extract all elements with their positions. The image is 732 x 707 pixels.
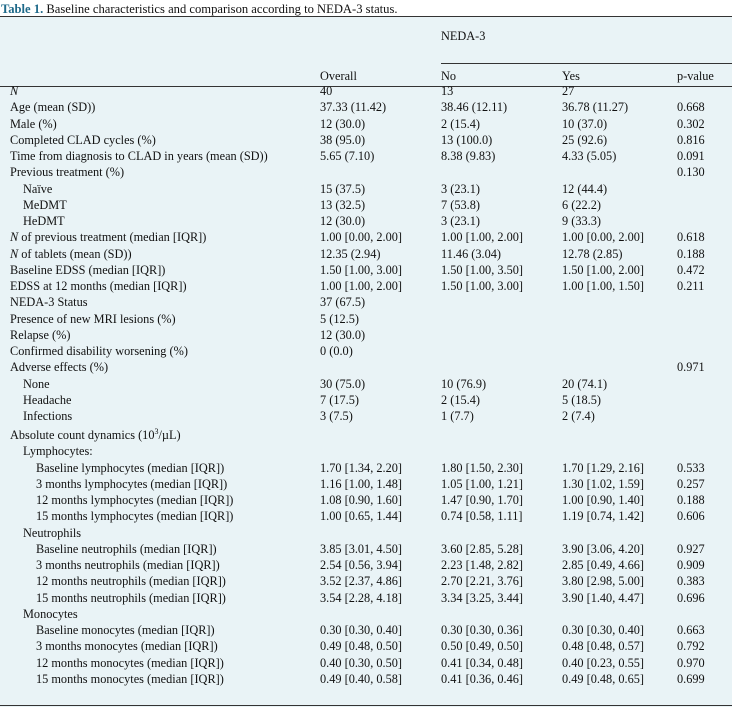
table-row — [0, 311, 732, 327]
cell-yes — [562, 525, 677, 541]
header-overall: Overall — [320, 69, 357, 83]
cell-no: 1.47 [0.90, 1.70] — [441, 493, 523, 508]
header-yes: Yes — [562, 69, 580, 83]
row-label: N of tablets (mean (SD)) — [10, 246, 132, 261]
cell-overall: 0.30 [0.30, 0.40] — [320, 623, 402, 638]
cell-yes — [562, 359, 677, 375]
cell-no: 0.30 [0.30, 0.36] — [441, 623, 523, 638]
row-label: Neutrophils — [23, 525, 82, 540]
cell-yes: 1.00 [0.00, 2.00] — [562, 230, 644, 245]
row-label: 3 months monocytes (median [IQR]) — [36, 639, 218, 654]
cell-overall: 1.00 [1.00, 2.00] — [320, 279, 402, 294]
table-row — [0, 573, 732, 589]
cell-overall — [320, 606, 441, 622]
row-label: N — [10, 84, 19, 99]
cell-pvalue: 0.618 — [677, 230, 705, 245]
table-row — [0, 99, 732, 115]
table-row — [0, 164, 732, 180]
cell-yes: 1.00 [1.00, 1.50] — [562, 279, 644, 294]
row-label: Naïve — [23, 181, 53, 196]
cell-pvalue: 0.927 — [677, 541, 705, 556]
table-row — [0, 443, 732, 459]
cell-overall — [320, 443, 441, 459]
cell-yes: 2.85 [0.49, 4.66] — [562, 558, 644, 573]
header-group-neda3: NEDA-3 — [441, 29, 486, 43]
cell-overall: 1.70 [1.34, 2.20] — [320, 460, 402, 475]
cell-overall: 5 (12.5) — [320, 311, 359, 326]
row-label: 3 months neutrophils (median [IQR]) — [36, 558, 220, 573]
row-label: 15 months monocytes (median [IQR]) — [36, 671, 224, 686]
cell-pvalue: 0.663 — [677, 623, 705, 638]
cell-no: 10 (76.9) — [441, 376, 487, 391]
cell-pvalue — [677, 213, 732, 229]
table-row — [0, 492, 732, 508]
cell-no — [441, 343, 562, 359]
table-row — [0, 246, 732, 262]
table-row — [0, 83, 732, 99]
row-label: EDSS at 12 months (median [IQR]) — [10, 279, 187, 294]
row-label: Baseline lymphocytes (median [IQR]) — [36, 460, 225, 475]
cell-no: 0.74 [0.58, 1.11] — [441, 509, 523, 524]
cell-yes — [562, 443, 677, 459]
cell-no: 1.50 [1.00, 3.50] — [441, 262, 523, 277]
cell-no — [441, 164, 562, 180]
cell-pvalue: 0.257 — [677, 476, 705, 491]
cell-pvalue: 0.699 — [677, 671, 705, 686]
cell-pvalue: 0.091 — [677, 149, 705, 164]
row-label: Confirmed disability worsening (%) — [10, 344, 188, 359]
row-label: 3 months lymphocytes (median [IQR]) — [36, 476, 228, 491]
table-row — [0, 622, 732, 638]
row-label: Relapse (%) — [10, 327, 71, 342]
cell-pvalue — [677, 311, 732, 327]
cell-pvalue — [677, 376, 732, 392]
cell-pvalue — [677, 443, 732, 459]
table-row — [0, 197, 732, 213]
cell-no: 13 — [441, 84, 454, 99]
row-label: HeDMT — [23, 214, 65, 229]
cell-yes: 3.80 [2.98, 5.00] — [562, 574, 644, 589]
table-row — [0, 408, 732, 424]
cell-no: 0.50 [0.49, 0.50] — [441, 639, 523, 654]
cell-pvalue — [677, 294, 732, 310]
cell-pvalue — [677, 343, 732, 359]
cell-no: 3.60 [2.85, 5.28] — [441, 541, 523, 556]
cell-no: 11.46 (3.04) — [441, 246, 501, 261]
row-label: Completed CLAD cycles (%) — [10, 132, 156, 147]
cell-overall: 12 (30.0) — [320, 214, 366, 229]
row-label: Headache — [23, 392, 72, 407]
cell-no: 1.50 [1.00, 3.00] — [441, 279, 523, 294]
cell-yes: 0.30 [0.30, 0.40] — [562, 623, 644, 638]
row-label: Presence of new MRI lesions (%) — [10, 311, 176, 326]
cell-pvalue: 0.816 — [677, 132, 705, 147]
row-label: Baseline monocytes (median [IQR]) — [36, 623, 215, 638]
cell-pvalue — [677, 424, 732, 443]
cell-pvalue — [677, 606, 732, 622]
cell-pvalue: 0.696 — [677, 590, 705, 605]
cell-yes: 12.78 (2.85) — [562, 246, 623, 261]
cell-yes: 25 (92.6) — [562, 132, 608, 147]
cell-no — [441, 294, 562, 310]
cell-yes — [562, 327, 677, 343]
cell-overall: 40 — [320, 84, 333, 99]
row-label: MeDMT — [23, 197, 67, 212]
cell-yes: 5 (18.5) — [562, 392, 601, 407]
cell-overall: 2.54 [0.56, 3.94] — [320, 558, 402, 573]
row-label: Baseline neutrophils (median [IQR]) — [36, 541, 217, 556]
cell-overall: 38 (95.0) — [320, 132, 366, 147]
cell-yes — [562, 424, 677, 443]
table-row — [0, 132, 732, 148]
header-pvalue: p-value — [677, 69, 714, 83]
row-label: 12 months lymphocytes (median [IQR]) — [36, 493, 234, 508]
row-label: Age (mean (SD)) — [10, 100, 96, 115]
table-caption-label: Table 1. — [1, 2, 44, 16]
cell-overall: 37.33 (11.42) — [320, 100, 387, 115]
cell-yes: 10 (37.0) — [562, 116, 608, 131]
table-row — [0, 476, 732, 492]
table-row — [0, 148, 732, 164]
cell-overall: 0 (0.0) — [320, 344, 353, 359]
row-label: NEDA-3 Status — [10, 295, 88, 310]
cell-pvalue: 0.383 — [677, 574, 705, 589]
table-row — [0, 262, 732, 278]
cell-yes — [562, 311, 677, 327]
bottom-rule — [0, 705, 732, 706]
cell-pvalue: 0.533 — [677, 460, 705, 475]
cell-overall: 1.00 [0.65, 1.44] — [320, 509, 402, 524]
table-row — [0, 229, 732, 245]
cell-pvalue: 0.970 — [677, 655, 705, 670]
cell-pvalue: 0.130 — [677, 165, 705, 180]
table-row — [0, 392, 732, 408]
cell-overall: 3.52 [2.37, 4.86] — [320, 574, 402, 589]
cell-overall — [320, 424, 441, 443]
cell-no: 13 (100.0) — [441, 132, 493, 147]
row-label: 12 months neutrophils (median [IQR]) — [36, 574, 226, 589]
cell-no: 1.05 [1.00, 1.21] — [441, 476, 523, 491]
cell-overall: 3 (7.5) — [320, 409, 353, 424]
results-table — [0, 16, 732, 707]
cell-pvalue: 0.472 — [677, 262, 705, 277]
cell-pvalue — [677, 327, 732, 343]
row-label: 15 months neutrophils (median [IQR]) — [36, 590, 226, 605]
cell-overall: 3.85 [3.01, 4.50] — [320, 541, 402, 556]
cell-no — [441, 525, 562, 541]
cell-yes: 3.90 [1.40, 4.47] — [562, 590, 644, 605]
table-row — [0, 294, 732, 310]
cell-yes — [562, 164, 677, 180]
cell-overall: 12.35 (2.94) — [320, 246, 381, 261]
cell-pvalue: 0.668 — [677, 100, 705, 115]
cell-pvalue: 0.188 — [677, 493, 705, 508]
table-row — [0, 343, 732, 359]
table-row — [0, 557, 732, 573]
cell-yes: 9 (33.3) — [562, 214, 601, 229]
cell-yes: 1.50 [1.00, 2.00] — [562, 262, 644, 277]
cell-overall: 3.54 [2.28, 4.18] — [320, 590, 402, 605]
row-label: Baseline EDSS (median [IQR]) — [10, 262, 166, 277]
cell-overall: 1.50 [1.00, 3.00] — [320, 262, 402, 277]
table-row — [0, 359, 732, 375]
cell-overall: 30 (75.0) — [320, 376, 366, 391]
row-label: N of previous treatment (median [IQR]) — [10, 230, 207, 245]
cell-pvalue — [677, 392, 732, 408]
cell-yes: 2 (7.4) — [562, 409, 595, 424]
cell-yes: 1.30 [1.02, 1.59] — [562, 476, 644, 491]
cell-overall: 0.49 [0.40, 0.58] — [320, 671, 402, 686]
cell-no — [441, 443, 562, 459]
cell-yes: 1.00 [0.90, 1.40] — [562, 493, 644, 508]
row-label: Lymphocytes: — [23, 444, 93, 459]
table-row — [0, 424, 732, 443]
cell-pvalue: 0.302 — [677, 116, 705, 131]
cell-overall — [320, 164, 441, 180]
cell-pvalue: 0.971 — [677, 360, 705, 375]
cell-overall: 12 (30.0) — [320, 116, 366, 131]
row-label: Adverse effects (%) — [10, 360, 109, 375]
cell-pvalue: 0.606 — [677, 509, 705, 524]
cell-overall: 1.00 [0.00, 2.00] — [320, 230, 402, 245]
cell-yes: 6 (22.2) — [562, 197, 601, 212]
cell-overall: 1.16 [1.00, 1.48] — [320, 476, 402, 491]
table-row — [0, 327, 732, 343]
table-row — [0, 638, 732, 654]
row-label: Previous treatment (%) — [10, 165, 125, 180]
cell-no: 2 (15.4) — [441, 116, 480, 131]
cell-overall: 13 (32.5) — [320, 197, 366, 212]
table-row — [0, 508, 732, 524]
table-row — [0, 278, 732, 294]
table-body — [0, 83, 732, 687]
cell-pvalue: 0.211 — [677, 279, 705, 294]
table-row — [0, 116, 732, 132]
cell-no: 7 (53.8) — [441, 197, 480, 212]
cell-overall: 15 (37.5) — [320, 181, 366, 196]
cell-no: 2.70 [2.21, 3.76] — [441, 574, 523, 589]
cell-no — [441, 424, 562, 443]
cell-overall: 7 (17.5) — [320, 392, 359, 407]
cell-no: 0.41 [0.34, 0.48] — [441, 655, 523, 670]
cell-no — [441, 311, 562, 327]
row-label: Absolute count dynamics $(10^3/\mu L)$ — [10, 427, 181, 443]
cell-yes: 36.78 (11.27) — [562, 100, 629, 115]
cell-pvalue: 0.909 — [677, 558, 705, 573]
row-label: 12 months monocytes (median [IQR]) — [36, 655, 224, 670]
cell-no: 2 (15.4) — [441, 392, 480, 407]
cell-pvalue — [677, 525, 732, 541]
cell-overall — [320, 525, 441, 541]
table-row — [0, 525, 732, 541]
cell-overall — [320, 359, 441, 375]
cell-overall: 12 (30.0) — [320, 327, 366, 342]
row-label: Infections — [23, 409, 73, 424]
group-rule — [441, 63, 732, 64]
cell-pvalue — [677, 408, 732, 424]
cell-yes — [562, 343, 677, 359]
cell-yes: 27 — [562, 84, 575, 99]
table-caption-text: Baseline characteristics and comparison according to NEDA-3 status. — [46, 2, 398, 16]
table-row — [0, 213, 732, 229]
row-label: None — [23, 376, 50, 391]
top-rule — [0, 16, 732, 17]
cell-yes — [562, 606, 677, 622]
cell-no: 1.80 [1.50, 2.30] — [441, 460, 523, 475]
cell-overall: 1.08 [0.90, 1.60] — [320, 493, 402, 508]
row-label: Time from diagnosis to CLAD in years (mean (SD)) — [10, 149, 268, 164]
cell-yes: 0.40 [0.23, 0.55] — [562, 655, 644, 670]
cell-no — [441, 327, 562, 343]
cell-no: 3 (23.1) — [441, 181, 480, 196]
cell-overall: 0.49 [0.48, 0.50] — [320, 639, 402, 654]
row-label: 15 months lymphocytes (median [IQR]) — [36, 509, 234, 524]
cell-yes: 0.49 [0.48, 0.65] — [562, 671, 644, 686]
cell-pvalue: 0.188 — [677, 246, 705, 261]
cell-yes: 0.48 [0.48, 0.57] — [562, 639, 644, 654]
cell-no: 38.46 (12.11) — [441, 100, 508, 115]
row-label: Male (%) — [10, 116, 57, 131]
cell-no: 0.41 [0.36, 0.46] — [441, 671, 523, 686]
cell-pvalue — [677, 197, 732, 213]
cell-yes: 3.90 [3.06, 4.20] — [562, 541, 644, 556]
cell-no: 1.00 [1.00, 2.00] — [441, 230, 523, 245]
table-row — [0, 590, 732, 606]
cell-yes: 1.70 [1.29, 2.16] — [562, 460, 644, 475]
table-row — [0, 606, 732, 622]
table-row — [0, 181, 732, 197]
table-row — [0, 541, 732, 557]
cell-no — [441, 606, 562, 622]
cell-no: 1 (7.7) — [441, 409, 474, 424]
table-row — [0, 460, 732, 476]
cell-yes: 4.33 (5.05) — [562, 149, 617, 164]
cell-yes: 20 (74.1) — [562, 376, 608, 391]
cell-overall: 0.40 [0.30, 0.50] — [320, 655, 402, 670]
cell-no — [441, 359, 562, 375]
row-label: Monocytes — [23, 606, 78, 621]
cell-yes: 1.19 [0.74, 1.42] — [562, 509, 644, 524]
cell-pvalue — [677, 181, 732, 197]
cell-no: 8.38 (9.83) — [441, 149, 496, 164]
cell-overall: 5.65 (7.10) — [320, 149, 375, 164]
cell-no: 3 (23.1) — [441, 214, 480, 229]
cell-pvalue: 0.792 — [677, 639, 705, 654]
cell-yes: 12 (44.4) — [562, 181, 608, 196]
cell-yes — [562, 294, 677, 310]
header-no: No — [441, 69, 457, 83]
table-row — [0, 671, 732, 687]
table-row — [0, 376, 732, 392]
cell-pvalue — [677, 83, 732, 99]
cell-overall: 37 (67.5) — [320, 295, 366, 310]
table-row — [0, 655, 732, 671]
cell-no: 3.34 [3.25, 3.44] — [441, 590, 523, 605]
cell-no: 2.23 [1.48, 2.82] — [441, 558, 523, 573]
